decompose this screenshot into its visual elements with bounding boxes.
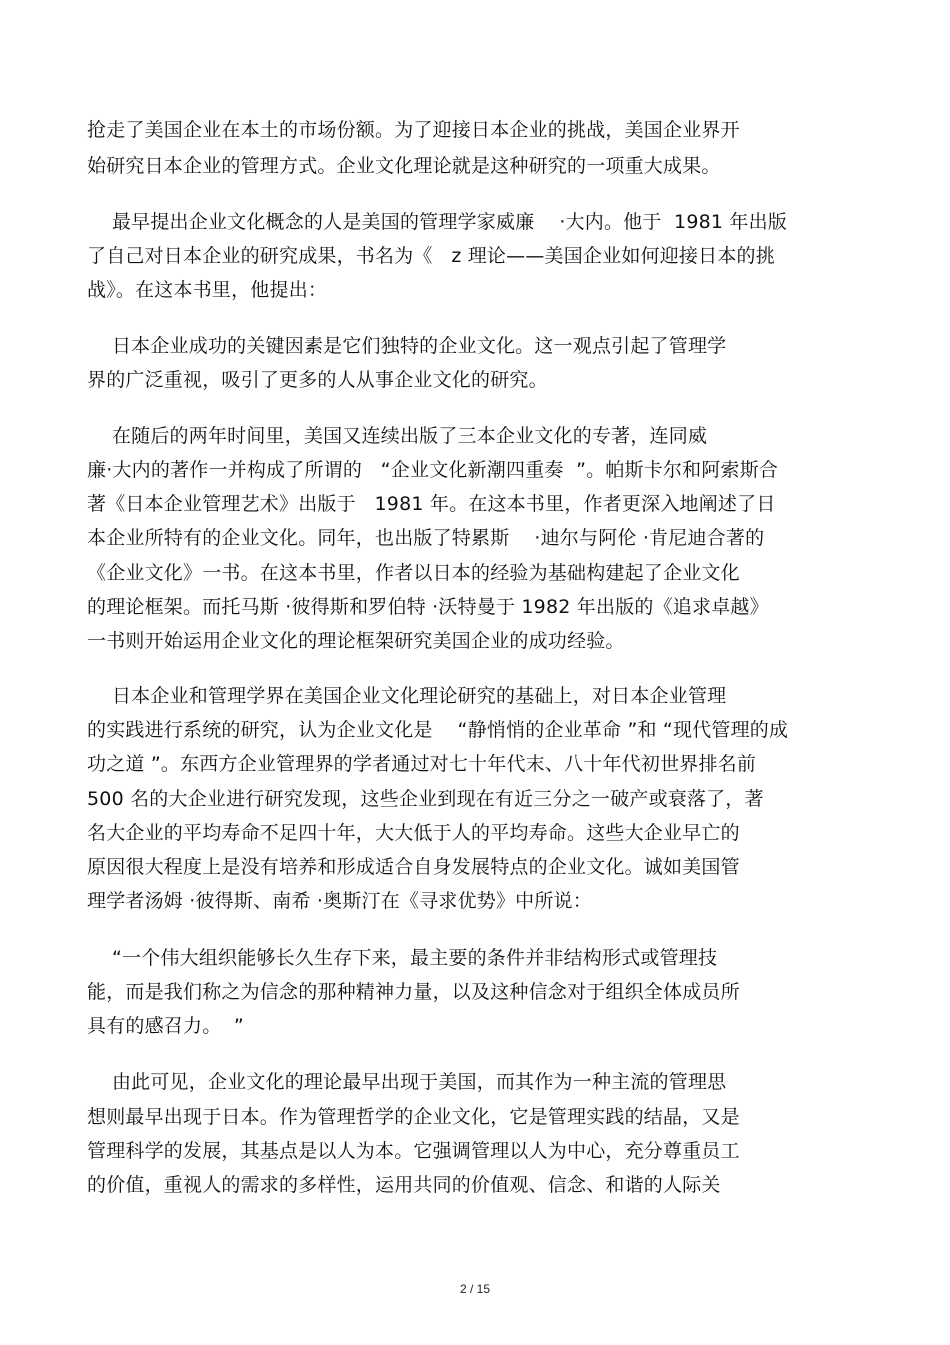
text-line: 《企业文化》一书。在这本书里，作者以日本的经验为基础构建起了企业文化: [87, 562, 740, 584]
text-line: 著《日本企业管理艺术》出版于 1981 年。在这本书里，作者更深入地阐述了日: [87, 493, 776, 515]
text-line: 始研究日本企业的管理方式。企业文化理论就是这种研究的一项重大成果。: [87, 155, 721, 177]
text-line: 的实践进行系统的研究，认为企业文化是 “静悄悄的企业革命 ”和 “现代管理的成: [87, 719, 789, 741]
text-line: 一书则开始运用企业文化的理论框架研究美国企业的成功经验。: [87, 630, 625, 652]
text-line: 原因很大程度上是没有培养和形成适合自身发展特点的企业文化。诚如美国管: [87, 856, 740, 878]
text-line: 了自己对日本企业的研究成果，书名为《 z 理论——美国企业如何迎接日本的挑: [87, 245, 775, 267]
text-line: 的理论框架。而托马斯 ·彼得斯和罗伯特 ·沃特曼于 1982 年出版的《追求卓越》: [87, 596, 769, 618]
text-line: 抢走了美国企业在本土的市场份额。为了迎接日本企业的挑战，美国企业界开: [87, 119, 740, 141]
text-line: 名大企业的平均寿命不足四十年，大大低于人的平均寿命。这些大企业早亡的: [87, 822, 740, 844]
text-line: 管理科学的发展，其基点是以人为本。它强调管理以人为中心，充分尊重员工: [87, 1140, 740, 1162]
text-line: “一个伟大组织能够长久生存下来，最主要的条件并非结构形式或管理技: [87, 947, 718, 969]
text-line: 能，而是我们称之为信念的那种精神力量，以及这种信念对于组织全体成员所: [87, 981, 740, 1003]
text-line: 战》。在这本书里，他提出：: [87, 279, 328, 301]
page-number: 2 / 15: [459, 1282, 491, 1296]
text-line: 日本企业成功的关键因素是它们独特的企业文化。这一观点引起了管理学: [87, 335, 727, 357]
text-line: 由此可见，企业文化的理论最早出现于美国，而其作为一种主流的管理思: [87, 1071, 727, 1093]
text-line: 日本企业和管理学界在美国企业文化理论研究的基础上，对日本企业管理: [87, 685, 727, 707]
text-line: 本企业所特有的企业文化。同年，也出版了特累斯 ·迪尔与阿伦 ·肯尼迪合著的: [87, 527, 765, 549]
text-line: 廉·大内的著作一并构成了所谓的 “企业文化新潮四重奏 ”。帕斯卡尔和阿索斯合: [87, 459, 779, 481]
text-line: 最早提出企业文化概念的人是美国的管理学家威廉 ·大内。他于 1981 年出版: [87, 211, 788, 233]
text-line: 界的广泛重视，吸引了更多的人从事企业文化的研究。: [87, 369, 548, 391]
text-line: 想则最早出现于日本。作为管理哲学的企业文化，它是管理实践的结晶，又是: [87, 1106, 740, 1128]
text-line: 500 名的大企业进行研究发现，这些企业到现在有近三分之一破产或衰落了，著: [87, 788, 764, 810]
text-line: 具有的感召力。 ”: [87, 1015, 244, 1037]
text-line: 的价值，重视人的需求的多样性，运用共同的价值观、信念、和谐的人际关: [87, 1174, 721, 1196]
text-line: 功之道 ”。东西方企业管理界的学者通过对七十年代末、八十年代初世界排名前: [87, 753, 757, 775]
text-line: 在随后的两年时间里，美国又连续出版了三本企业文化的专著，连同威: [87, 425, 708, 447]
text-line: 理学者汤姆 ·彼得斯、南希 ·奥斯汀在《寻求优势》中所说：: [87, 890, 592, 912]
